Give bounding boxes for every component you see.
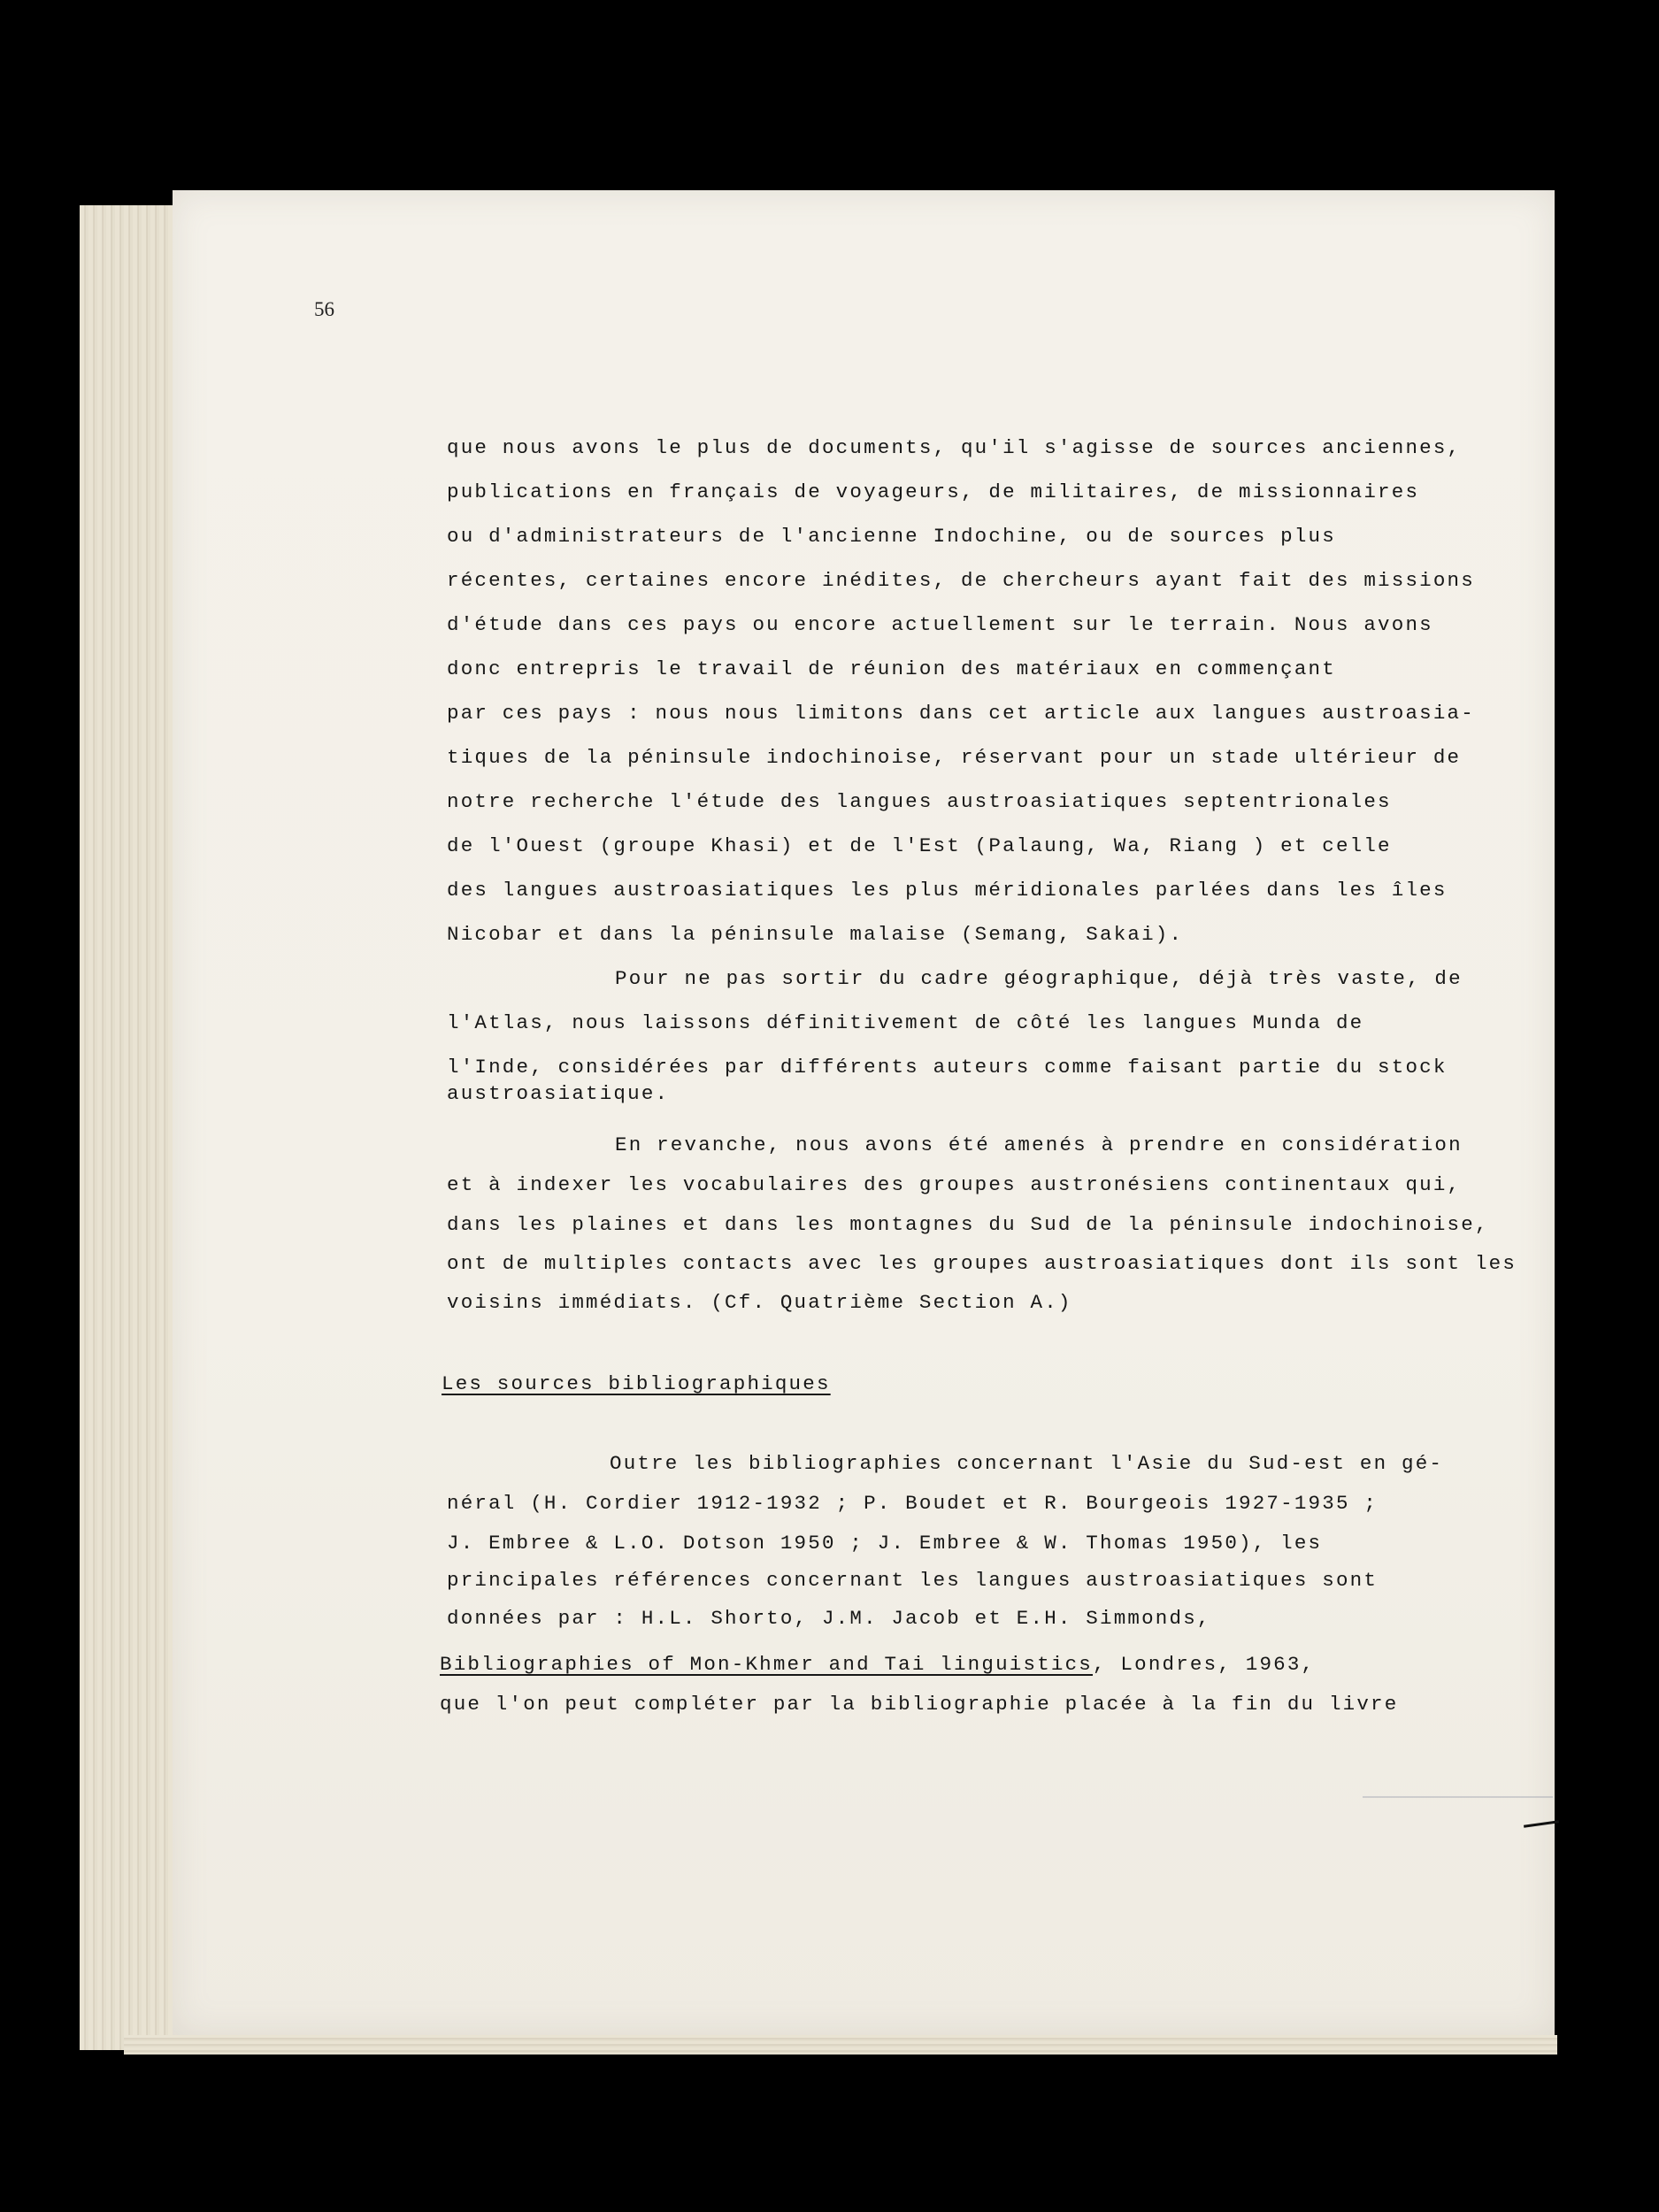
page-stack-edges [80,205,178,2050]
text-line: et à indexer les vocabulaires des groupes austronésiens continentaux qui, [447,1173,1462,1196]
text-line: J. Embree & L.O. Dotson 1950 ; J. Embree & W. Thomas 1950), les [447,1532,1323,1555]
book-title: Bibliographies of Mon-Khmer and Tai linguistics [440,1653,1094,1676]
text-line: données par : H.L. Shorto, J.M. Jacob et E.H. Simmonds, [447,1607,1211,1630]
page-number: 56 [314,298,334,320]
text-line: publications en français de voyageurs, de militaires, de missionnaires [447,480,1420,503]
text-line: tiques de la péninsule indochinoise, réservant pour un stade ultérieur de [447,746,1462,769]
text-line: récentes, certaines encore inédites, de chercheurs ayant fait des missions [447,569,1475,592]
section-heading: Les sources bibliographiques [442,1372,831,1395]
text-line: ont de multiples contacts avec les groupes austroasiatiques dont ils sont les [447,1252,1517,1275]
text-line: Nicobar et dans la péninsule malaise (Semang, Sakai). [447,923,1184,946]
text-line: de l'Ouest (groupe Khasi) et de l'Est (Palaung, Wa, Riang ) et celle [447,834,1392,857]
text-line: des langues austroasiatiques les plus méridionales parlées dans les îles [447,879,1448,902]
text-line: l'Inde, considérées par différents auteurs comme faisant partie du stock [447,1056,1448,1079]
text-line: d'étude dans ces pays ou encore actuellement sur le terrain. Nous avons [447,613,1433,636]
text-line [440,1653,1315,1676]
text-line: que nous avons le plus de documents, qu'il s'agisse de sources anciennes, [447,436,1462,459]
text-line: donc entrepris le travail de réunion des matériaux en commençant [447,657,1336,680]
book-title-suffix: , Londres, 1963, [1093,1653,1316,1676]
text-line: dans les plaines et dans les montagnes du Sud de la péninsule indochinoise, [447,1213,1489,1236]
show-through-rule [1363,1796,1553,1798]
text-line: austroasiatique. [447,1082,670,1105]
text-line: que l'on peut compléter par la bibliographie placée à la fin du livre [440,1693,1399,1716]
page-stack-bottom-edges [124,2035,1557,2055]
text-line: par ces pays : nous nous limitons dans cet article aux langues austroasia- [447,702,1475,725]
text-line: Outre les bibliographies concernant l'Asie du Sud-est en gé- [610,1452,1444,1475]
page-sheet [173,190,1555,2035]
text-line: principales références concernant les langues austroasiatiques sont [447,1569,1379,1592]
text-line: ou d'administrateurs de l'ancienne Indochine, ou de sources plus [447,525,1336,548]
text-line: néral (H. Cordier 1912-1932 ; P. Boudet et R. Bourgeois 1927-1935 ; [447,1492,1379,1515]
text-line: Pour ne pas sortir du cadre géographique, déjà très vaste, de [615,967,1463,990]
text-line: En revanche, nous avons été amenés à prendre en considération [615,1133,1463,1156]
text-line: notre recherche l'étude des langues austroasiatiques septentrionales [447,790,1392,813]
text-line: voisins immédiats. (Cf. Quatrième Section A.) [447,1291,1072,1314]
text-line: l'Atlas, nous laissons définitivement de côté les langues Munda de [447,1011,1364,1034]
